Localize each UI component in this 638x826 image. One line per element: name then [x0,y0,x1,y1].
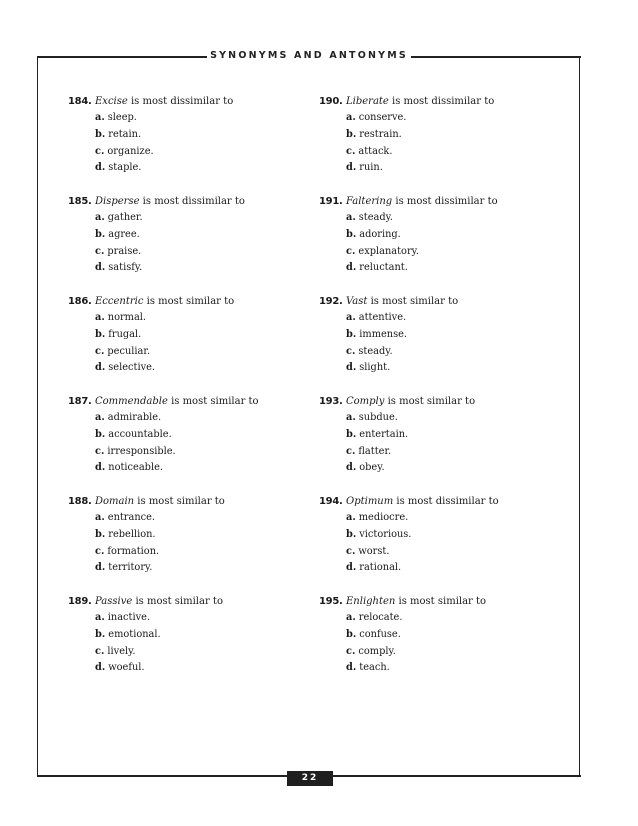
question-keyword: Liberate [346,96,389,107]
question-phrase: is most similar to [395,596,487,607]
option-letter: b. [346,428,357,440]
answer-options [95,110,308,177]
option-text: mediocre. [358,512,409,523]
question-number: 187. [68,396,92,407]
question-item [68,493,308,593]
option-letter: a. [95,512,105,523]
option-letter: d. [346,462,357,474]
left-column [68,93,308,693]
answer-option [95,344,308,361]
option-text: immense. [359,328,408,340]
question-stem [68,593,308,610]
option-text: satisfy. [108,262,143,274]
answer-option [346,560,559,577]
question-stem [319,193,559,210]
option-letter: b. [95,628,106,640]
question-number: 193. [319,396,343,407]
option-letter: d. [95,562,106,574]
question-number: 195. [319,596,343,607]
question-keyword: Enlighten [346,596,396,607]
option-letter: a. [346,312,356,323]
option-text: organize. [107,145,154,157]
answer-option [346,210,559,227]
question-keyword: Commendable [95,396,168,407]
option-letter: c. [95,445,105,457]
option-letter: c. [346,545,356,557]
option-text: emotional. [108,628,161,640]
option-letter: c. [346,245,356,257]
option-letter: d. [346,562,357,574]
answer-option [95,227,308,244]
question-stem [319,493,559,510]
option-letter: b. [95,328,106,340]
question-number: 194. [319,496,343,507]
question-text [95,593,223,610]
answer-options [346,210,559,277]
question-number: 192. [319,296,343,307]
footer-rule-left [37,775,287,777]
question-keyword: Passive [95,596,133,607]
option-letter: c. [95,645,105,657]
option-letter: b. [346,528,357,540]
option-text: steady. [358,345,393,357]
answer-option [346,344,559,361]
answer-option [95,644,308,661]
question-stem [68,93,308,110]
answer-option [95,560,308,577]
header-rule-right [411,56,581,58]
answer-options [95,610,308,677]
option-letter: b. [346,628,357,640]
option-text: restrain. [359,128,402,140]
answer-option [95,527,308,544]
answer-options [95,210,308,277]
option-letter: a. [346,212,356,223]
answer-option [95,544,308,561]
option-text: frugal. [108,328,142,340]
option-text: irresponsible. [107,445,176,457]
option-letter: a. [346,412,356,423]
option-letter: b. [95,128,106,140]
question-text [95,193,245,210]
question-keyword: Optimum [346,496,394,507]
option-letter: a. [95,412,105,423]
answer-option [346,360,559,377]
question-phrase: is most similar to [384,396,476,407]
question-number: 191. [319,196,343,207]
option-letter: d. [346,662,357,674]
question-text [346,593,486,610]
answer-option [346,627,559,644]
question-phrase: is most dissimilar to [392,196,498,207]
answer-option [346,110,559,127]
question-phrase: is most dissimilar to [127,96,234,107]
option-letter: c. [95,145,105,157]
option-text: conserve. [358,112,407,123]
option-text: rational. [359,562,402,574]
question-item [68,93,308,193]
option-text: praise. [107,245,142,257]
question-text [95,493,225,510]
question-item [319,393,559,493]
answer-option [95,610,308,627]
option-letter: c. [95,245,105,257]
option-letter: b. [346,228,357,240]
option-letter: a. [346,612,356,623]
question-number: 186. [68,296,92,307]
answer-option [95,110,308,127]
option-text: retain. [108,128,142,140]
answer-option [346,310,559,327]
option-text: woeful. [108,662,145,674]
answer-option [346,444,559,461]
question-stem [319,593,559,610]
option-letter: d. [346,162,357,174]
option-letter: d. [346,262,357,274]
option-text: normal. [107,312,147,323]
answer-option [346,227,559,244]
option-text: obey. [359,462,385,474]
option-text: slight. [359,362,391,374]
option-text: entertain. [359,428,409,440]
option-letter: c. [346,345,356,357]
question-text [346,493,499,510]
option-letter: d. [95,362,106,374]
question-phrase: is most similar to [167,396,259,407]
answer-option [95,310,308,327]
option-letter: d. [95,262,106,274]
header-rule-left [37,56,207,58]
option-letter: b. [95,228,106,240]
option-text: ruin. [359,162,383,174]
question-text [95,393,259,410]
option-letter: c. [95,345,105,357]
question-phrase: is most similar to [143,296,235,307]
question-number: 185. [68,196,92,207]
question-phrase: is most dissimilar to [139,196,245,207]
answer-options [95,410,308,477]
answer-options [95,310,308,377]
option-text: reluctant. [359,262,408,274]
answer-option [346,460,559,477]
answer-option [346,644,559,661]
option-text: teach. [359,662,390,674]
option-letter: a. [95,112,105,123]
question-keyword: Domain [95,496,135,507]
option-text: selective. [108,362,156,374]
question-keyword: Excise [95,96,128,107]
question-keyword: Eccentric [95,296,144,307]
section-title: SYNONYMS AND ANTONYMS [210,50,408,61]
option-letter: b. [346,328,357,340]
option-text: comply. [358,645,396,657]
option-letter: c. [346,645,356,657]
answer-option [346,160,559,177]
option-letter: c. [346,145,356,157]
question-item [319,293,559,393]
answer-options [95,510,308,577]
question-text [95,93,233,110]
question-item [68,293,308,393]
option-text: subdue. [358,412,398,423]
answer-option [346,410,559,427]
option-text: explanatory. [358,245,419,257]
answer-option [95,144,308,161]
answer-option [95,427,308,444]
answer-option [95,327,308,344]
answer-option [95,360,308,377]
answer-option [346,144,559,161]
question-keyword: Comply [346,396,385,407]
question-number: 190. [319,96,343,107]
answer-option [95,510,308,527]
answer-option [346,544,559,561]
footer-rule-right [333,775,581,777]
question-item [319,93,559,193]
question-text [95,293,234,310]
option-text: flatter. [358,445,392,457]
question-phrase: is most similar to [367,296,459,307]
question-keyword: Vast [346,296,368,307]
question-keyword: Disperse [95,196,140,207]
option-letter: b. [95,428,106,440]
option-text: noticeable. [108,462,163,474]
answer-option [95,627,308,644]
question-stem [68,493,308,510]
question-phrase: is most dissimilar to [393,496,499,507]
answer-options [346,410,559,477]
question-text [346,293,458,310]
question-item [319,493,559,593]
option-text: relocate. [358,612,403,623]
question-stem [319,293,559,310]
question-keyword: Faltering [346,196,393,207]
answer-option [95,260,308,277]
right-column [319,93,559,693]
option-text: peculiar. [107,345,151,357]
question-item [319,193,559,293]
answer-option [95,444,308,461]
option-letter: b. [95,528,106,540]
question-phrase: is most dissimilar to [388,96,495,107]
option-text: staple. [108,162,142,174]
page-number: 22 [287,771,333,786]
option-letter: a. [346,112,356,123]
answer-option [346,510,559,527]
option-text: sleep. [107,112,137,123]
option-text: attack. [358,145,393,157]
answer-option [346,427,559,444]
option-letter: a. [95,312,105,323]
option-text: worst. [358,545,390,557]
answer-option [346,610,559,627]
answer-option [95,210,308,227]
option-text: entrance. [107,512,156,523]
answer-options [346,310,559,377]
option-text: gather. [107,212,143,223]
option-letter: a. [95,612,105,623]
option-text: victorious. [359,528,412,540]
question-stem [68,293,308,310]
option-text: territory. [108,562,153,574]
option-text: admirable. [107,412,162,423]
answer-option [346,527,559,544]
option-letter: d. [346,362,357,374]
answer-option [346,127,559,144]
option-text: steady. [358,212,393,223]
option-letter: c. [95,545,105,557]
option-text: accountable. [108,428,172,440]
option-text: lively. [107,645,136,657]
answer-options [346,110,559,177]
option-letter: d. [95,662,106,674]
answer-option [95,410,308,427]
question-item [68,593,308,693]
question-text [346,393,475,410]
option-letter: a. [346,512,356,523]
question-number: 189. [68,596,92,607]
question-item [68,393,308,493]
question-text [346,193,498,210]
question-phrase: is most similar to [132,596,223,607]
option-text: rebellion. [108,528,156,540]
option-text: attentive. [358,312,407,323]
question-stem [319,93,559,110]
answer-options [346,610,559,677]
question-text [346,93,494,110]
question-stem [68,393,308,410]
answer-option [95,244,308,261]
question-phrase: is most similar to [134,496,225,507]
question-item [68,193,308,293]
option-text: confuse. [359,628,401,640]
option-letter: a. [95,212,105,223]
option-letter: d. [95,162,106,174]
answer-option [95,160,308,177]
answer-option [95,660,308,677]
option-text: inactive. [107,612,151,623]
answer-option [346,327,559,344]
option-text: formation. [107,545,160,557]
question-stem [319,393,559,410]
option-text: agree. [108,228,140,240]
answer-option [346,244,559,261]
answer-option [95,460,308,477]
answer-options [346,510,559,577]
question-number: 188. [68,496,92,507]
question-item [319,593,559,693]
answer-option [346,660,559,677]
option-text: adoring. [359,228,401,240]
answer-option [95,127,308,144]
option-letter: c. [346,445,356,457]
question-number: 184. [68,96,92,107]
option-letter: b. [346,128,357,140]
question-stem [68,193,308,210]
option-letter: d. [95,462,106,474]
answer-option [346,260,559,277]
